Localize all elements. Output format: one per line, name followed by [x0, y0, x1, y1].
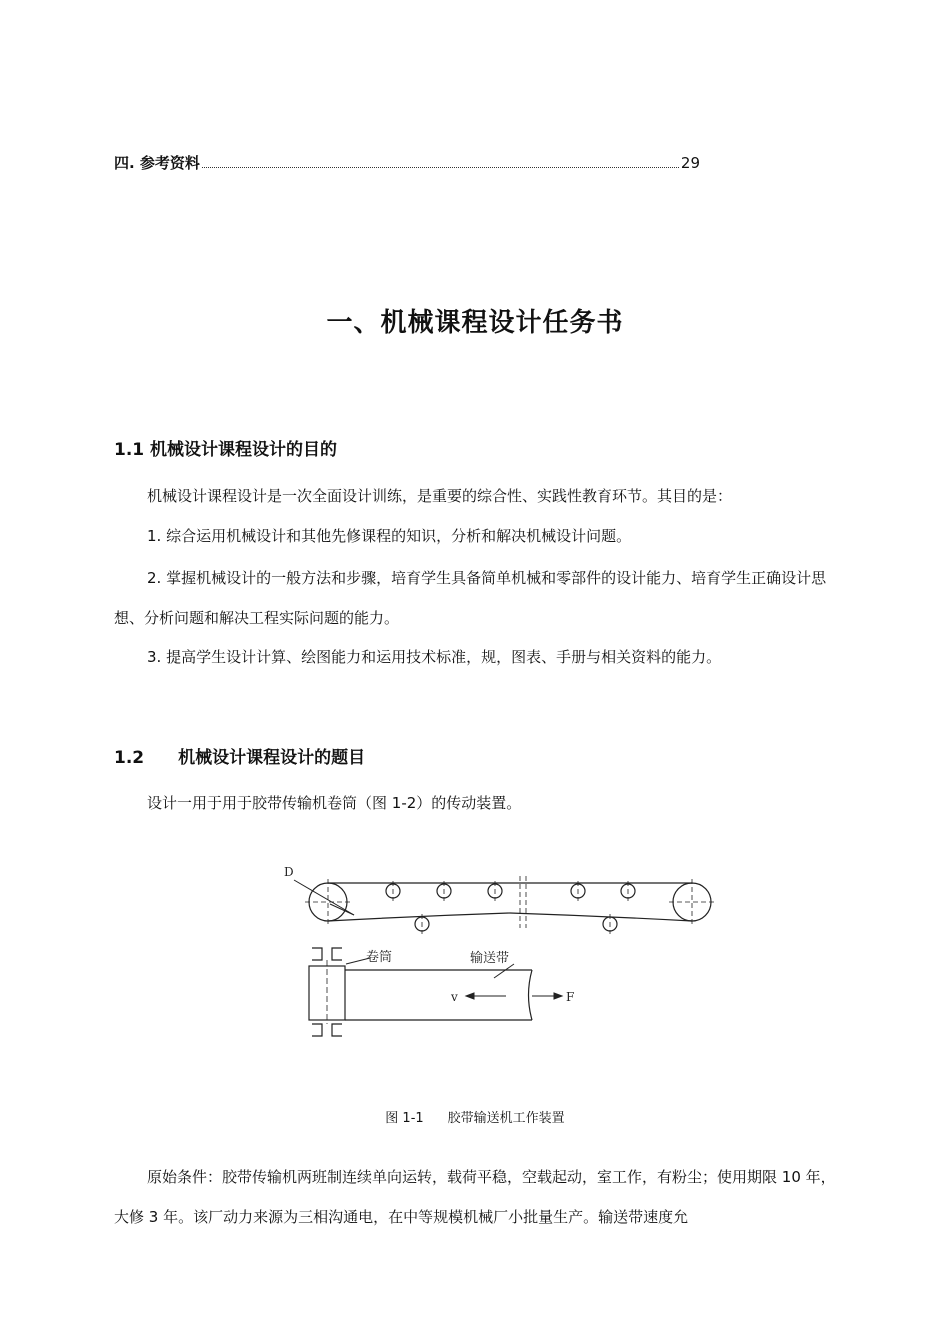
figure-title: 胶带输送机工作装置 — [447, 1111, 565, 1126]
figure-number: 图 1-1 — [385, 1111, 424, 1126]
paragraph-purpose-item-3: 3. 提高学生设计计算、绘图能力和运用技术标准，规，图表、手册与相关资料的能力。 — [147, 648, 722, 666]
paragraph-original-conditions: 原始条件：胶带传输机两班制连续单向运转，载荷平稳，空载起动，室工作，有粉尘；使用期限 10 年，大修 3 年。该厂动力来源为三相沟通电，在中等规模机械厂小批量生产。输送带速度允 — [114, 1168, 836, 1226]
figure-caption — [0, 1107, 950, 1126]
drum-label: 卷筒 — [366, 950, 393, 965]
paragraph-purpose-item-1: 1. 综合运用机械设计和其他先修课程的知识，分析和解决机械设计问题。 — [147, 527, 632, 545]
paragraph-purpose-item-2: 2. 掌握机械设计的一般方法和步骤，培育学生具备简单机械和零部件的设计能力、培育学生正确设计思想、分析问题和解决工程实际问题的能力。 — [114, 569, 827, 627]
section-number: 1.2 — [114, 748, 145, 768]
toc-page-number: 29 — [680, 154, 700, 172]
belt-conveyor-diagram — [270, 860, 730, 1050]
toc-leader-dots — [202, 166, 679, 168]
force-label: F — [566, 990, 575, 1004]
section-heading-1-2 — [114, 743, 365, 768]
chapter-title: 一、机械课程设计任务书 — [326, 308, 624, 338]
belt-label: 输送带 — [470, 951, 510, 966]
velocity-label: v — [451, 990, 458, 1004]
section-heading-1-1: 1.1 机械设计课程设计的目的 — [114, 440, 338, 460]
diameter-label: D — [284, 865, 294, 879]
toc-label: 四. 参考资料 — [114, 154, 200, 172]
paragraph-purpose-intro: 机械设计课程设计是一次全面设计训练，是重要的综合性、实践性教育环节。其目的是： — [147, 487, 733, 505]
toc-entry-references[interactable] — [114, 152, 700, 176]
paragraph-design-task: 设计一用于用于胶带传输机卷筒（图 1-2）的传动装置。 — [147, 794, 522, 812]
section-title: 机械设计课程设计的题目 — [178, 748, 366, 768]
